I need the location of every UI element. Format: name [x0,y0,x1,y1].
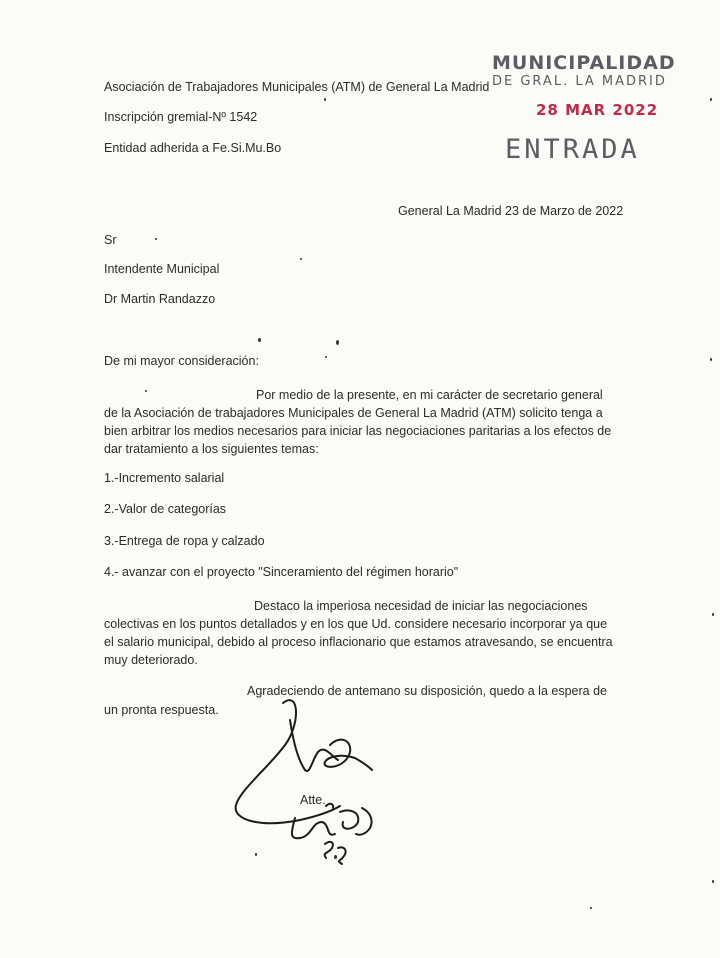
scan-speck [336,340,339,345]
scan-speck [710,98,712,101]
recipient-title: Sr [104,233,117,247]
scan-speck [300,258,302,260]
scan-speck [334,855,337,859]
stamp-entry: ENTRADA [505,134,640,165]
list-item: 1.-Incremento salarial [104,471,225,485]
list-item: 2.-Valor de categorías [104,502,227,516]
body-intro-paragraph: Por medio de la presente, en mi carácter de secretario general de la Asociación de trabajadores Municipales de General La Madrid (ATM) solicito tenga a bien arbitrar los medios necesarios para iniciar las negociaciones paritarias a los efectos de dar tratamiento a los siguientes temas: [104,388,612,456]
scan-speck [590,907,592,909]
scan-speck [324,98,326,101]
scan-speck [255,853,257,856]
stamp-date: 28 MAR 2022 [536,101,659,119]
header-federation: Entidad adherida a Fe.Si.Mu.Bo [104,141,282,155]
stamp-title: MUNICIPALIDAD [492,52,676,74]
list-item: 4.- avanzar con el proyecto "Sinceramiento del régimen horario" [104,565,459,579]
closing-paragraph: Agradeciendo de antemano su disposición, quedo a la espera de un pronta respuesta. [104,684,607,717]
header-registration: Inscripción gremial-Nº 1542 [104,110,258,124]
scan-speck [712,613,714,616]
stamp-subtitle: DE GRAL. LA MADRID [492,74,667,89]
scan-speck [325,356,327,358]
list-item: 3.-Entrega de ropa y calzado [104,534,265,548]
place-date: General La Madrid 23 de Marzo de 2022 [398,204,624,218]
scan-speck [710,358,712,361]
scan-speck [145,390,147,392]
header-association: Asociación de Trabajadores Municipales (ATM) de General La Madrid [104,80,490,94]
body-emphasis-paragraph: Destaco la imperiosa necesidad de iniciar las negociaciones colectivas en los puntos detallados y en los que Ud. considere necesario incorporar ya que el salario municipal, debido al proceso inflacionario que estamos atravesando, se encuentra muy deteriorado. [104,599,613,667]
signoff: Atte. [300,793,326,807]
scan-speck [712,880,714,883]
scan-speck [155,238,157,240]
greeting: De mi mayor consideración: [104,354,259,368]
scan-speck [258,338,261,342]
recipient-name: Dr Martin Randazzo [104,292,216,306]
recipient-position: Intendente Municipal [104,262,220,276]
